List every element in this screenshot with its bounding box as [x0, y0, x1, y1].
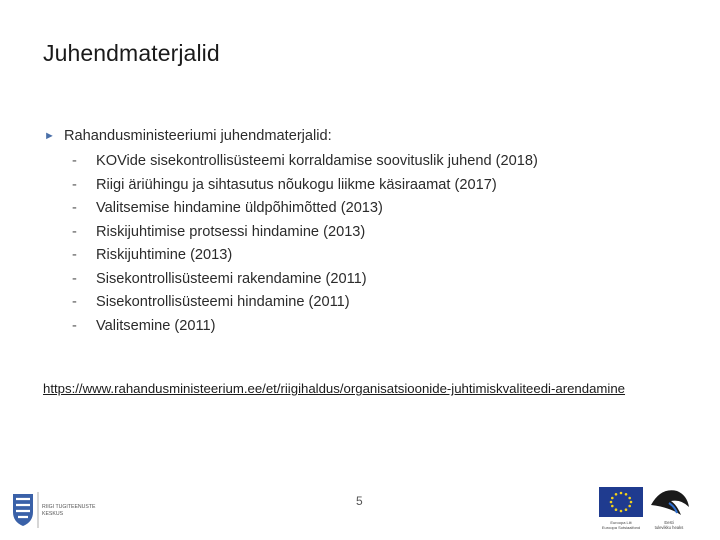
list-item: [72, 197, 538, 221]
triangle-bullet-icon: ►: [44, 130, 55, 142]
document-title: Sisekontrollisüsteemi rakendamine (2011): [96, 270, 367, 287]
dash-bullet: -: [72, 153, 77, 169]
eu-logo: [597, 485, 647, 533]
ministry-guidelines-link[interactable]: https://www.rahandusministeerium.ee/et/riigihaldus/organisatsioonide-juhtimiskvaliteedi-arendamine: [43, 381, 626, 396]
eu-logo-line2: Euroopa Sotsiaalfond: [601, 525, 641, 530]
document-title: Valitsemise hindamine üldpõhimõtted (2013): [96, 200, 383, 216]
document-title: Sisekontrollisüsteemi hindamine (2011): [96, 294, 350, 310]
list-item: [72, 315, 538, 339]
list-item: [72, 221, 538, 245]
eu-logo-line1: Euroopa Liit: [610, 520, 632, 525]
estonian-coat-of-arms-icon: [10, 490, 110, 530]
list-item: [72, 291, 538, 315]
page-title: Juhendmaterjalid: [43, 40, 220, 66]
dash-bullet: -: [72, 200, 77, 216]
intro-text: Rahandusministeeriumi juhendmaterjalid:: [64, 128, 332, 144]
list-item: [72, 268, 538, 292]
rtk-logo-line2: KESKUS: [42, 511, 64, 517]
dash-bullet: -: [72, 317, 77, 334]
dash-bullet: -: [72, 294, 77, 310]
ee-logo-line1: Eesti: [664, 520, 674, 525]
document-title: Riigi äriühingu ja sihtasutus nõukogu liikme käsiraamat (2017): [96, 176, 497, 193]
document-title: KOVide sisekontrollisüsteemi korraldamise soovituslik juhend (2018): [96, 153, 538, 169]
ee-logo-line2: tulevikku heaks: [654, 525, 684, 530]
estonia-swallow-icon: [647, 485, 692, 533]
page-number: 5: [356, 494, 363, 508]
document-title: Valitsemine (2011): [96, 317, 216, 334]
list-item: [72, 244, 538, 268]
intro-bullet: [44, 128, 332, 144]
dash-bullet: -: [72, 247, 77, 263]
dash-bullet: -: [72, 270, 77, 287]
dash-bullet: -: [72, 223, 77, 240]
rtk-logo: [10, 490, 110, 530]
rtk-logo-line1: RIIGI TUGITEENUSTE: [42, 504, 96, 510]
eu-flag-icon: [597, 485, 647, 533]
list-item: [72, 150, 538, 174]
ee-logo: [647, 485, 692, 533]
dash-bullet: -: [72, 176, 77, 193]
document-list: [72, 150, 538, 338]
list-item: [72, 174, 538, 198]
document-title: Riskijuhtimise protsessi hindamine (2013): [96, 223, 366, 240]
document-title: Riskijuhtimine (2013): [96, 247, 233, 263]
